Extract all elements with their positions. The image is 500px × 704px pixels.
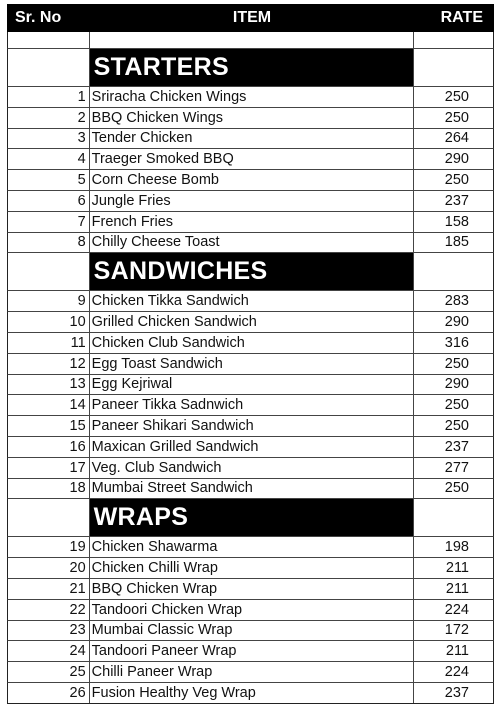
item-sr-no: 23 (8, 621, 90, 641)
item-sr-no: 4 (8, 149, 90, 169)
item-rate: 250 (444, 172, 469, 189)
menu-item-row (7, 375, 494, 396)
item-rate: 185 (444, 234, 469, 251)
item-sr-no: 2 (8, 108, 90, 128)
menu-item-row (7, 291, 494, 312)
item-rate: 198 (444, 539, 469, 556)
item-rate: 316 (444, 334, 469, 351)
menu-item-row (7, 683, 494, 704)
item-name: Chilli Paneer Wrap (90, 662, 415, 682)
menu-item-row (7, 662, 494, 683)
header-sr-no: Sr. No (15, 9, 62, 26)
menu-item-row (7, 641, 494, 662)
item-name: Tandoori Chicken Wrap (90, 600, 415, 620)
item-sr-no: 8 (8, 233, 90, 253)
item-name: BBQ Chicken Wrap (90, 579, 415, 599)
section-title: WRAPS (90, 499, 415, 536)
table-header (7, 4, 494, 32)
menu-item-row (7, 621, 494, 642)
item-sr-no: 19 (8, 537, 90, 557)
item-rate: 250 (444, 109, 469, 126)
section-row (7, 253, 494, 291)
menu-table (7, 4, 494, 704)
item-sr-no: 20 (8, 558, 90, 578)
item-name: Egg Kejriwal (90, 375, 415, 395)
item-rate: 237 (444, 684, 469, 701)
item-rate: 250 (444, 397, 469, 414)
item-sr-no: 12 (8, 354, 90, 374)
item-rate: 158 (444, 213, 469, 230)
item-name: Veg. Club Sandwich (90, 458, 415, 478)
item-sr-no: 21 (8, 579, 90, 599)
item-name: Chicken Shawarma (90, 537, 415, 557)
item-sr-no: 3 (8, 129, 90, 149)
item-name: Tandoori Paneer Wrap (90, 641, 415, 661)
item-rate: 224 (444, 601, 469, 618)
item-rate: 237 (444, 438, 469, 455)
item-rate: 250 (444, 418, 469, 435)
item-name: Maxican Grilled Sandwich (90, 437, 415, 457)
menu-item-row (7, 333, 494, 354)
item-name: BBQ Chicken Wings (90, 108, 415, 128)
item-sr-no: 16 (8, 437, 90, 457)
item-sr-no: 9 (8, 291, 90, 311)
item-name: Mumbai Street Sandwich (90, 479, 415, 499)
menu-item-row (7, 437, 494, 458)
header-rate: RATE (440, 9, 483, 26)
item-rate: 250 (444, 88, 469, 105)
menu-item-row (7, 212, 494, 233)
item-sr-no: 7 (8, 212, 90, 232)
item-sr-no: 15 (8, 416, 90, 436)
menu-item-row (7, 537, 494, 558)
item-sr-no: 18 (8, 479, 90, 499)
item-rate: 172 (444, 622, 469, 639)
section-title: STARTERS (90, 49, 415, 86)
section-row (7, 49, 494, 87)
item-name: Grilled Chicken Sandwich (90, 312, 415, 332)
item-rate: 224 (444, 664, 469, 681)
item-rate: 264 (444, 130, 469, 147)
menu-item-row (7, 149, 494, 170)
item-name: Chicken Tikka Sandwich (90, 291, 415, 311)
item-rate: 250 (444, 355, 469, 372)
item-sr-no: 14 (8, 395, 90, 415)
menu-item-row (7, 312, 494, 333)
header-item: ITEM (232, 9, 272, 26)
item-sr-no: 6 (8, 191, 90, 211)
item-name: Corn Cheese Bomb (90, 170, 415, 190)
item-name: Jungle Fries (90, 191, 415, 211)
item-sr-no: 25 (8, 662, 90, 682)
item-rate: 290 (444, 151, 469, 168)
item-rate: 211 (445, 560, 469, 577)
menu-item-row (7, 354, 494, 375)
menu-sections (7, 49, 494, 704)
menu-item-row (7, 87, 494, 108)
item-sr-no: 24 (8, 641, 90, 661)
item-sr-no: 22 (8, 600, 90, 620)
menu-item-row (7, 191, 494, 212)
menu-item-row (7, 600, 494, 621)
menu-item-row (7, 579, 494, 600)
menu-item-row (7, 458, 494, 479)
item-sr-no: 17 (8, 458, 90, 478)
section-row (7, 499, 494, 537)
item-name: Egg Toast Sandwich (90, 354, 415, 374)
item-name: Chicken Chilli Wrap (90, 558, 415, 578)
item-name: Chicken Club Sandwich (90, 333, 415, 353)
item-rate: 290 (444, 376, 469, 393)
item-rate: 277 (444, 459, 469, 476)
menu-item-row (7, 558, 494, 579)
item-sr-no: 13 (8, 375, 90, 395)
item-rate: 237 (444, 192, 469, 209)
item-name: Chilly Cheese Toast (90, 233, 415, 253)
blank-row (7, 32, 494, 49)
menu-item-row (7, 416, 494, 437)
item-rate: 211 (445, 643, 469, 660)
item-name: Paneer Shikari Sandwich (90, 416, 415, 436)
menu-item-row (7, 170, 494, 191)
item-name: Sriracha Chicken Wings (90, 87, 415, 107)
item-name: French Fries (90, 212, 415, 232)
item-sr-no: 26 (8, 683, 90, 703)
item-rate: 211 (445, 580, 469, 597)
item-sr-no: 5 (8, 170, 90, 190)
item-sr-no: 10 (8, 312, 90, 332)
menu-item-row (7, 479, 494, 500)
item-rate: 250 (444, 480, 469, 497)
section-title: SANDWICHES (90, 253, 415, 290)
menu-item-row (7, 108, 494, 129)
item-rate: 290 (444, 314, 469, 331)
item-name: Tender Chicken (90, 129, 415, 149)
menu-item-row (7, 129, 494, 150)
item-name: Fusion Healthy Veg Wrap (90, 683, 415, 703)
menu-item-row (7, 395, 494, 416)
menu-item-row (7, 233, 494, 254)
item-rate: 283 (444, 293, 469, 310)
item-name: Traeger Smoked BBQ (90, 149, 415, 169)
item-name: Mumbai Classic Wrap (90, 621, 415, 641)
item-name: Paneer Tikka Sadnwich (90, 395, 415, 415)
item-sr-no: 1 (8, 87, 90, 107)
item-sr-no: 11 (8, 333, 90, 353)
